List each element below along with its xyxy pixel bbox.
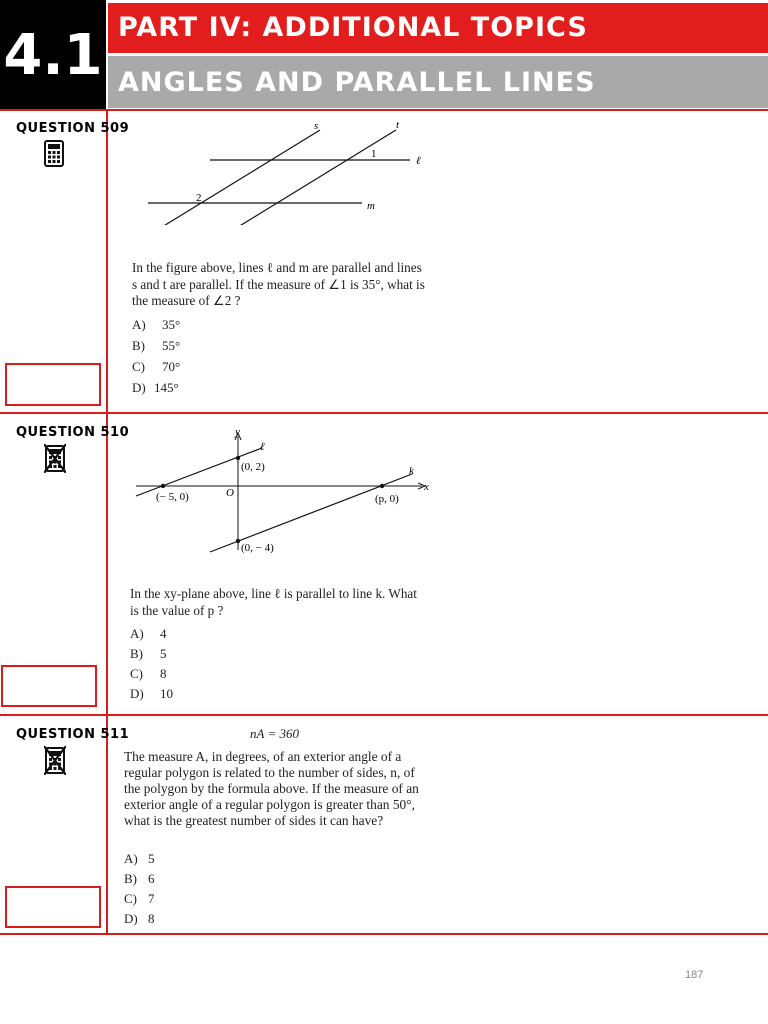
question-label: QUESTION 510: [16, 425, 130, 440]
answer-choices: [130, 624, 173, 704]
divider: [0, 933, 768, 935]
section-title: ANGLES AND PARALLEL LINES: [108, 56, 768, 108]
divider: [0, 109, 768, 111]
point-label: (0, − 4): [241, 542, 274, 554]
calculator-not-allowed-icon: [44, 444, 66, 473]
choice-c[interactable]: C) 7: [124, 891, 155, 906]
question-text: The measure A, in degrees, of an exterior angle of a regular polygon is related to the number of sides, n, of the polygon by the formula above. If the measure of an exterior angle of a regular polygon is greater than 50°, what is the greatest number of sides it can have?: [124, 749, 419, 828]
question-label: QUESTION 509: [16, 121, 130, 136]
coordinate-plane-figure: [130, 420, 440, 560]
part-title: PART IV: ADDITIONAL TOPICS: [108, 3, 768, 53]
y-axis-label: y: [235, 426, 240, 438]
line-l-label: ℓ: [260, 441, 265, 453]
origin-label: O: [226, 487, 234, 499]
choice-d[interactable]: D) 10: [130, 686, 173, 701]
label-m: m: [367, 200, 375, 212]
formula: nA = 360: [250, 726, 299, 741]
question-label: QUESTION 511: [16, 727, 130, 742]
choice-d[interactable]: D) 145°: [132, 380, 179, 395]
choice-c[interactable]: C) 8: [130, 666, 167, 681]
calculator-allowed-icon: [44, 140, 64, 167]
point-label: (p, 0): [375, 493, 399, 505]
choice-a[interactable]: A) 4: [130, 626, 167, 641]
label-s: s: [314, 120, 319, 132]
choice-c[interactable]: C) 70°: [132, 359, 181, 374]
chapter-number: 4.1: [0, 0, 106, 110]
choice-d[interactable]: D) 8: [124, 911, 155, 926]
question-text: In the figure above, lines ℓ and m are parallel and lines s and t are parallel. If the measure of ∠1 is 35°, what is the measure of ∠2 ?: [132, 260, 425, 308]
angle-2-label: 2: [196, 192, 202, 204]
line-k-label: k: [409, 465, 414, 477]
divider: [0, 714, 768, 716]
label-t: t: [396, 119, 400, 131]
point-label: (− 5, 0): [156, 491, 189, 503]
x-axis-label: x: [424, 481, 429, 493]
answer-choices: [132, 314, 180, 398]
choice-a[interactable]: A) 35°: [132, 317, 181, 332]
answer-box[interactable]: [5, 886, 101, 928]
answer-choices: [124, 849, 155, 929]
question-text: In the xy-plane above, line ℓ is parallel to line k. What is the value of p ?: [130, 586, 417, 618]
choice-a[interactable]: A) 5: [124, 851, 155, 866]
calculator-not-allowed-icon: [44, 746, 66, 775]
page-number: 187: [685, 969, 704, 981]
divider: [0, 412, 768, 414]
parallel-lines-figure: [140, 115, 440, 225]
answer-box[interactable]: [1, 665, 97, 707]
choice-b[interactable]: B) 6: [124, 871, 155, 886]
choice-b[interactable]: B) 5: [130, 646, 167, 661]
label-l: ℓ: [416, 155, 421, 167]
choice-b[interactable]: B) 55°: [132, 338, 181, 353]
angle-1-label: 1: [371, 148, 377, 160]
answer-box[interactable]: [5, 363, 101, 406]
column-divider: [106, 110, 108, 935]
point-label: (0, 2): [241, 461, 265, 473]
